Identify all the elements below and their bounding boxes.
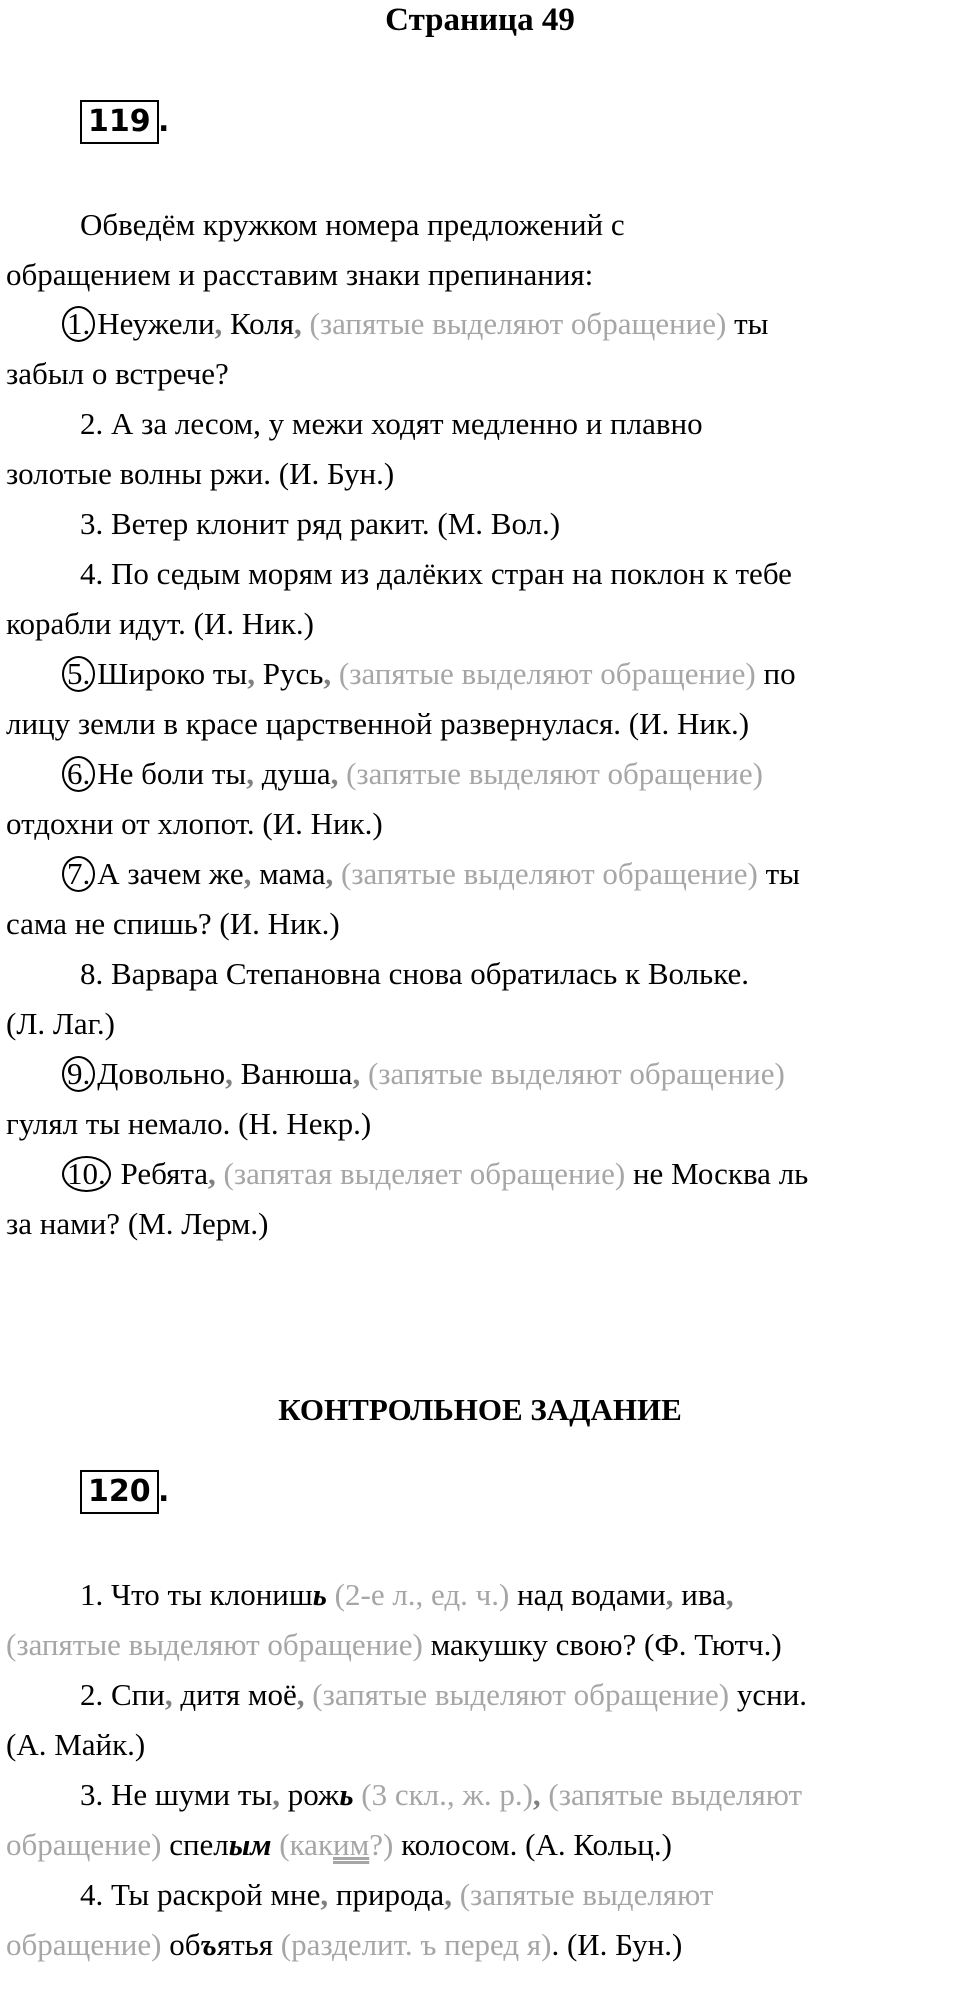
sentence-text: 2. Спи: [80, 1677, 165, 1712]
comment: ?): [369, 1827, 394, 1862]
comment: (запятая выделяет обращение): [215, 1156, 626, 1191]
sentence-2: 2. А за лесом, у межи ходят медленно и плавно: [80, 406, 703, 441]
comma-mark: ,: [532, 1777, 541, 1812]
sentence-8-cont: (Л. Лаг.): [6, 1006, 115, 1041]
comma-mark: ,: [296, 1677, 305, 1712]
task-number-dot: .: [158, 104, 170, 139]
sentence-text: . (И. Бун.): [551, 1927, 683, 1962]
sentence-text: усни.: [729, 1677, 808, 1712]
page-title: Страница 49: [385, 2, 575, 38]
comment: (запятые выделяют: [540, 1777, 803, 1812]
comma-mark: ,: [725, 1577, 734, 1612]
comma-mark: ,: [225, 1056, 233, 1091]
sentence-text: Широко ты: [97, 656, 248, 691]
exercise-4-cont: [6, 1925, 954, 1965]
exercise-2: [80, 1675, 954, 1715]
sentence-10-cont: за нами? (М. Лерм.): [6, 1206, 269, 1241]
sentence-text: ты: [726, 306, 769, 341]
circled-number: 1.: [62, 306, 95, 342]
sentence-text: рож: [279, 1777, 340, 1812]
sentence-text: спел: [161, 1827, 229, 1862]
comment: (запятые выделяют: [451, 1877, 714, 1912]
sentence-1: [62, 304, 954, 344]
sentence-text: Ванюша: [232, 1056, 353, 1091]
task-number-box: [80, 100, 159, 144]
comma-mark: ,: [247, 656, 255, 691]
circled-number: 9.: [62, 1056, 95, 1092]
comment: (как: [271, 1827, 334, 1862]
sentence-7: [62, 854, 954, 894]
sentence-text: мама: [251, 856, 326, 891]
comma-mark: ,: [214, 306, 223, 341]
comment: (разделит. ъ перед я): [273, 1927, 552, 1962]
exercise-4: [80, 1875, 954, 1915]
sentence-text: колосом. (А. Кольц.): [393, 1827, 672, 1862]
sentence-6-cont: отдохни от хлопот. (И. Ник.): [6, 806, 383, 841]
sentence-2-cont: золотые волны ржи. (И. Бун.): [6, 456, 395, 491]
sentence-text: Неужели: [97, 306, 215, 341]
sentence-text: душа: [253, 756, 331, 791]
comma-mark: ,: [320, 1877, 329, 1912]
sentence-text: Ребята: [112, 1156, 209, 1191]
comma-mark: ,: [164, 1677, 173, 1712]
sentence-text: А зачем же: [97, 856, 244, 891]
sentence-text: природа: [328, 1877, 445, 1912]
exercise-1: [80, 1575, 954, 1615]
exercise-3-cont: [6, 1825, 954, 1865]
task-number: 119: [88, 104, 151, 139]
circled-number: 7.: [62, 856, 95, 892]
sentence-text: 4. Ты раскрой мне: [80, 1877, 321, 1912]
sentence-1-cont: забыл о встрече?: [6, 356, 229, 391]
comment: (2-е л., ед. ч.): [326, 1577, 510, 1612]
sentence-10: [62, 1154, 954, 1194]
sentence-text: по: [755, 656, 796, 691]
sentence-4: 4. По седым морям из далёких стран на поклон к тебе: [80, 556, 792, 591]
comma-mark: ,: [294, 306, 302, 341]
comment: (запятые выделяют обращение): [333, 856, 758, 891]
comma-mark: ,: [665, 1577, 674, 1612]
intro-line-2: обращением и расставим знаки препинания:: [6, 257, 594, 292]
comma-mark: ,: [208, 1156, 216, 1191]
inserted-ending: ым: [228, 1827, 272, 1862]
comment: обращение): [6, 1827, 162, 1862]
comma-mark: ,: [323, 656, 332, 691]
sentence-9: [62, 1054, 954, 1094]
circled-number: 6.: [62, 756, 95, 792]
circled-number: 5.: [62, 656, 95, 692]
exercise-2-cont: (А. Майк.): [6, 1727, 146, 1762]
sentence-text: Не боли ты: [97, 756, 247, 791]
comma-mark: ,: [246, 756, 254, 791]
comment: (запятые выделяют обращение): [6, 1627, 423, 1662]
sentence-6: [62, 754, 954, 794]
comma-mark: ,: [243, 856, 252, 891]
sentence-text: Довольно: [97, 1056, 226, 1091]
sentence-text: Русь: [254, 656, 324, 691]
sentence-text: макушку свою? (Ф. Тютч.): [422, 1627, 782, 1662]
task-number-dot: .: [158, 1474, 170, 1509]
sentence-text: ятья: [216, 1927, 274, 1962]
comma-mark: ,: [444, 1877, 452, 1912]
inserted-letter: ъ: [200, 1927, 217, 1962]
sentence-text: 3. Не шуми ты: [80, 1777, 273, 1812]
inserted-letter: ь: [339, 1777, 354, 1812]
sentence-text: Коля: [222, 306, 294, 341]
task-number-box: [80, 1470, 159, 1514]
comma-mark: ,: [325, 856, 334, 891]
inserted-letter: ь: [312, 1577, 327, 1612]
sentence-text: 1. Что ты клониш: [80, 1577, 313, 1612]
comment: (запятые выделяют обращение): [338, 756, 763, 791]
comma-mark: ,: [272, 1777, 280, 1812]
sentence-text: над водами: [509, 1577, 666, 1612]
comment: обращение): [6, 1927, 162, 1962]
sentence-text: не Москва ль: [625, 1156, 809, 1191]
exercise-1-cont: [6, 1625, 954, 1665]
comment-underlined: им: [333, 1827, 370, 1862]
comment: (запятые выделяют обращение): [304, 1677, 730, 1712]
sentence-text: об: [161, 1927, 201, 1962]
sentence-4-cont: корабли идут. (И. Ник.): [6, 606, 314, 641]
comma-mark: ,: [330, 756, 339, 791]
comment: (3 скл., ж. р.): [353, 1777, 533, 1812]
comma-mark: ,: [352, 1056, 361, 1091]
circled-number: 10.: [62, 1156, 111, 1192]
comment: (запятые выделяют обращение): [301, 306, 727, 341]
exercise-3: [80, 1775, 954, 1815]
sentence-5-cont: лицу земли в красе царственной развернулася. (И. Ник.): [6, 706, 750, 741]
intro-line-1: Обведём кружком номера предложений с: [80, 207, 625, 242]
comment: (запятые выделяют обращение): [360, 1056, 785, 1091]
comment: (запятые выделяют обращение): [331, 656, 756, 691]
sentence-text: ива: [673, 1577, 726, 1612]
sentence-8: 8. Варвара Степановна снова обратилась к Вольке.: [80, 956, 749, 991]
task-number: 120: [88, 1474, 151, 1509]
sentence-5: [62, 654, 954, 694]
sentence-text: ты: [757, 856, 800, 891]
section-title: КОНТРОЛЬНОЕ ЗАДАНИЕ: [278, 1392, 682, 1427]
sentence-3: 3. Ветер клонит ряд ракит. (М. Вол.): [80, 506, 561, 541]
sentence-9-cont: гулял ты немало. (Н. Некр.): [6, 1106, 372, 1141]
sentence-text: дитя моё: [172, 1677, 297, 1712]
sentence-7-cont: сама не спишь? (И. Ник.): [6, 906, 340, 941]
